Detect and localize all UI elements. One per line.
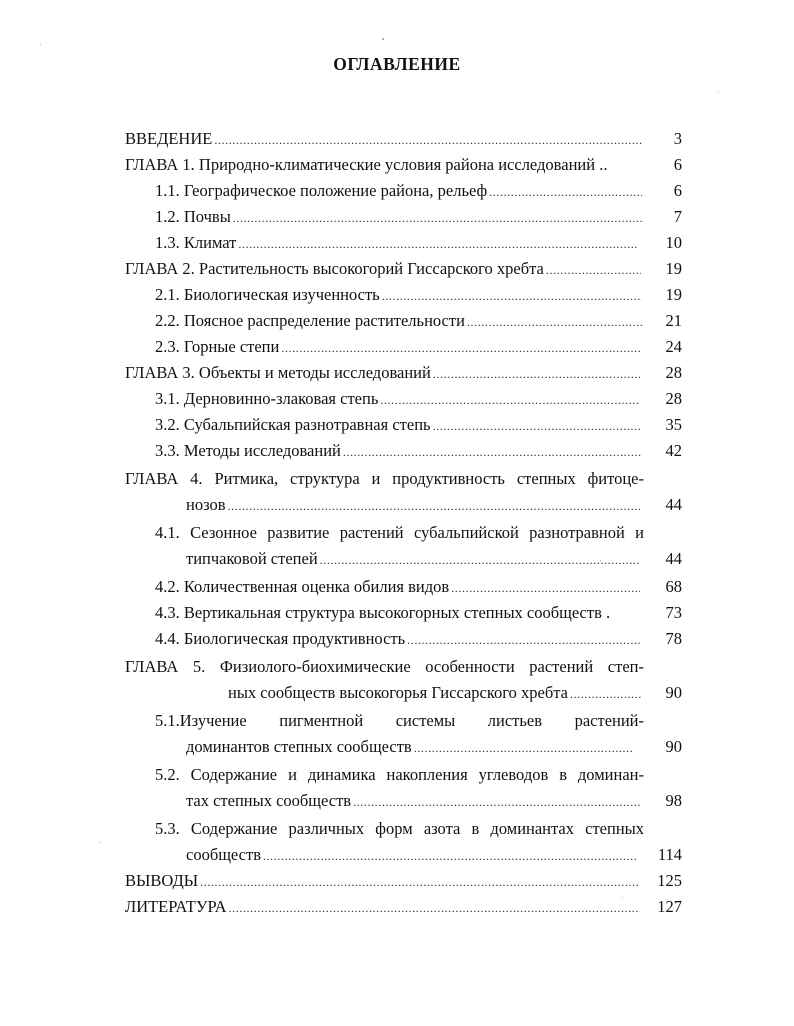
toc-entry-5-1[interactable]: 5.1.Изучение пигментной системы листьев растений- xyxy=(155,711,644,730)
dot-leader xyxy=(433,361,641,387)
toc-entry-chapter-5[interactable]: ГЛАВА 5. Физиолого-биохимические особенности растений степ- xyxy=(125,657,644,676)
toc-page-number: 7 xyxy=(673,207,682,226)
toc-page-number: 98 xyxy=(665,791,682,810)
toc-entry-chapter-4-continued[interactable] xyxy=(186,492,644,518)
scan-speck xyxy=(100,842,101,843)
toc-entry-chapter-4[interactable]: ГЛАВА 4. Ритмика, структура и продуктивность степных фитоце- xyxy=(125,469,644,488)
toc-page-number: 21 xyxy=(665,311,682,330)
toc-entry-5-2[interactable]: 5.2. Содержание и динамика накопления углеводов в доминан- xyxy=(155,765,644,784)
toc-entry-chapter-5-continued[interactable] xyxy=(228,680,644,706)
toc-page-number: 127 xyxy=(657,897,682,916)
toc-page-number: 42 xyxy=(665,441,682,460)
toc-page-number: 90 xyxy=(665,683,682,702)
toc-page-number: 6 xyxy=(673,155,682,174)
dot-leader xyxy=(343,439,641,465)
toc-entry-3-1[interactable] xyxy=(155,386,642,412)
toc-entry-chapter-3[interactable] xyxy=(125,360,643,386)
toc-entry-title: сообществ xyxy=(186,845,261,864)
toc-page-number: 44 xyxy=(665,495,682,514)
toc-entry-chapter-1[interactable]: ГЛАВА 1. Природно-климатические условия района исследований .. xyxy=(125,155,608,174)
toc-entry-title: ЛИТЕРАТУРА xyxy=(125,897,227,916)
dot-leader xyxy=(380,387,640,413)
dot-leader xyxy=(200,869,638,895)
toc-page-number: 19 xyxy=(665,285,682,304)
toc-entry-5-3-continued[interactable] xyxy=(186,842,638,868)
toc-page-number: 10 xyxy=(665,233,682,252)
toc-entry-title: нозов xyxy=(186,495,226,514)
toc-entry-title: 3.1. Дерновинно-злаковая степь xyxy=(155,389,379,408)
toc-entry-4-4[interactable] xyxy=(155,626,642,652)
dot-leader xyxy=(214,127,642,153)
toc-entry-title: 3.2. Субальпийская разнотравная степь xyxy=(155,415,431,434)
dot-leader xyxy=(433,413,640,439)
toc-entry-4-1[interactable]: 4.1. Сезонное развитие растений субальпийской разнотравной и xyxy=(155,523,644,542)
page-title: ОГЛАВЛЕНИЕ xyxy=(333,54,461,74)
dot-leader xyxy=(467,309,642,335)
toc-entry-title: 1.3. Климат xyxy=(155,233,237,252)
dot-leader xyxy=(382,283,642,309)
toc-page-number: 78 xyxy=(665,629,682,648)
toc-page-number: 28 xyxy=(665,389,682,408)
scan-speck xyxy=(600,560,601,561)
toc-entry-title: 2.3. Горные степи xyxy=(155,337,280,356)
toc-entry-2-2[interactable] xyxy=(155,308,644,334)
dot-leader xyxy=(229,895,640,921)
toc-page-number: 6 xyxy=(673,181,682,200)
toc-entry-5-2-continued[interactable] xyxy=(186,788,642,814)
dot-leader xyxy=(570,681,642,707)
toc-entry-title: ВЫВОДЫ xyxy=(125,871,199,890)
dot-leader xyxy=(546,257,641,283)
dot-leader xyxy=(353,789,640,815)
toc-entry-4-3[interactable]: 4.3. Вертикальная структура высокогорных степных сообществ . xyxy=(155,603,611,622)
toc-entry-title: 1.1. Географическое положение района, рельеф xyxy=(155,181,488,200)
toc-entry-4-1-continued[interactable] xyxy=(186,546,642,572)
toc-page-number: 28 xyxy=(665,363,682,382)
toc-entry-chapter-2[interactable] xyxy=(125,256,643,282)
toc-entry-literature[interactable] xyxy=(125,894,642,920)
dot-leader xyxy=(228,493,642,519)
toc-entry-5-1-continued[interactable] xyxy=(186,734,634,760)
toc-entry-conclusions[interactable] xyxy=(125,868,640,894)
toc-page-number: 24 xyxy=(665,337,682,356)
toc-entry-3-2[interactable] xyxy=(155,412,642,438)
toc-entry-title: 2.1. Биологическая изученность xyxy=(155,285,380,304)
dot-leader xyxy=(233,205,642,231)
toc-entry-title: ГЛАВА 2. Растительность высокогорий Гиссарского хребта xyxy=(125,259,544,278)
dot-leader xyxy=(407,627,640,653)
toc-entry-2-1[interactable] xyxy=(155,282,644,308)
scan-speck xyxy=(622,897,623,898)
scan-speck xyxy=(382,38,384,40)
dot-leader xyxy=(281,335,642,361)
toc-page-number: 68 xyxy=(665,577,682,596)
toc-entry-title: 1.2. Почвы xyxy=(155,207,231,226)
toc-page-number: 73 xyxy=(665,603,682,622)
toc-page-number: 114 xyxy=(657,845,682,864)
toc-entry-5-3[interactable]: 5.3. Содержание различных форм азота в доминантах степных xyxy=(155,819,644,838)
toc-entry-title: 4.2. Количественная оценка обилия видов xyxy=(155,577,450,596)
toc-entry-title: 3.3. Методы исследований xyxy=(155,441,341,460)
toc-page-number: 44 xyxy=(665,549,682,568)
dot-leader xyxy=(414,735,632,761)
toc-entry-4-2[interactable] xyxy=(155,574,642,600)
toc-entry-title: тах степных сообществ xyxy=(186,791,352,810)
dot-leader xyxy=(320,547,640,573)
toc-entry-2-3[interactable] xyxy=(155,334,644,360)
toc-entry-1-2[interactable] xyxy=(155,204,644,230)
dot-leader xyxy=(263,843,636,869)
toc-entry-title: доминантов степных сообществ xyxy=(186,737,412,756)
toc-entry-title: типчаковой степей xyxy=(186,549,318,568)
toc-entry-title: ГЛАВА 3. Объекты и методы исследований xyxy=(125,363,431,382)
toc-page-number: 19 xyxy=(665,259,682,278)
toc-entry-1-3[interactable] xyxy=(155,230,640,256)
dot-leader xyxy=(451,575,640,601)
toc-page-number: 90 xyxy=(665,737,682,756)
toc-entry-title: 2.2. Поясное распределение растительности xyxy=(155,311,465,330)
dot-leader xyxy=(238,231,638,257)
toc-entry-1-1[interactable] xyxy=(155,178,644,204)
dot-leader xyxy=(489,179,642,205)
toc-entry-introduction[interactable] xyxy=(125,126,644,152)
toc-entry-title: ных сообществ высокогорья Гиссарского хребта xyxy=(228,683,568,702)
toc-entry-title: 4.4. Биологическая продуктивность xyxy=(155,629,406,648)
toc-page-number: 125 xyxy=(657,871,682,890)
toc-page-number: 3 xyxy=(673,129,682,148)
scan-speck xyxy=(40,44,41,45)
toc-entry-title: ВВЕДЕНИЕ xyxy=(125,129,213,148)
toc-page-number: 35 xyxy=(665,415,682,434)
toc-entry-3-3[interactable] xyxy=(155,438,643,464)
scan-speck xyxy=(718,92,719,93)
